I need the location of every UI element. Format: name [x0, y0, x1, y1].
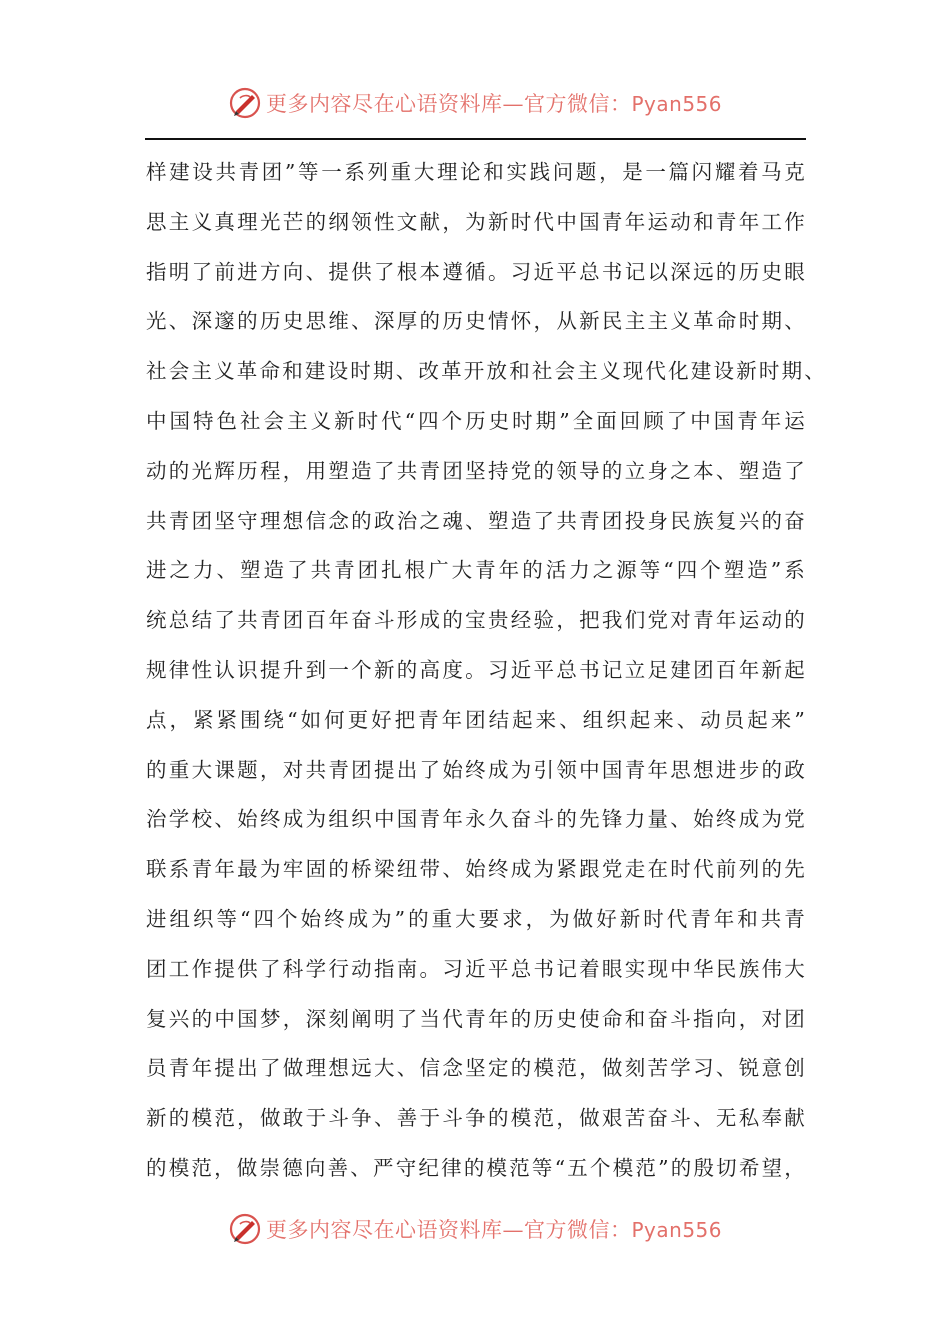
- footer-watermark: [0, 1209, 950, 1249]
- text-line: 复兴的中国梦，深刻阐明了当代青年的历史使命和奋斗指向，对团: [146, 1006, 807, 1031]
- text-line: 员青年提出了做理想远大、信念坚定的模范，做刻苦学习、锐意创: [146, 1056, 807, 1081]
- text-line: 联系青年最为牢固的桥梁纽带、始终成为紧跟党走在时代前列的先: [146, 857, 807, 882]
- pen-logo-icon: [228, 86, 262, 120]
- text-line: 的重大课题，对共青团提出了始终成为引领中国青年思想进步的政: [146, 757, 807, 782]
- text-line: 团工作提供了科学行动指南。习近平总书记着眼实现中华民族伟大: [146, 956, 807, 981]
- text-line: 进组织等“四个始终成为”的重大要求，为做好新时代青年和共青: [146, 906, 807, 931]
- text-line: 点，紧紧围绕“如何更好把青年团结起来、组织起来、动员起来”: [146, 707, 807, 732]
- header-watermark-id: Pyan556: [631, 92, 722, 116]
- document-body: [146, 152, 827, 1198]
- text-line: 光、深邃的历史思维、深厚的历史情怀，从新民主主义革命时期、: [146, 309, 807, 334]
- text-line: 动的光辉历程，用塑造了共青团坚持党的领导的立身之本、塑造了: [146, 458, 807, 483]
- text-line: 指明了前进方向、提供了根本遵循。习近平总书记以深远的历史眼: [146, 259, 807, 284]
- text-line: 进之力、塑造了共青团扎根广大青年的活力之源等“四个塑造”系: [146, 558, 807, 583]
- pen-logo-icon: [228, 1212, 262, 1246]
- header-divider: [145, 138, 806, 140]
- footer-watermark-id: Pyan556: [631, 1218, 722, 1242]
- text-line: 共青团坚守理想信念的政治之魂、塑造了共青团投身民族复兴的奋: [146, 508, 807, 533]
- header-watermark: [0, 83, 950, 123]
- text-line: 治学校、始终成为组织中国青年永久奋斗的先锋力量、始终成为党: [146, 807, 807, 832]
- text-line: 规律性认识提升到一个新的高度。习近平总书记立足建团百年新起: [146, 657, 807, 682]
- text-line: 新的模范，做敢于斗争、善于斗争的模范，做艰苦奋斗、无私奉献: [146, 1106, 807, 1131]
- text-line: 社会主义革命和建设时期、改革开放和社会主义现代化建设新时期、: [146, 359, 827, 384]
- text-line: 统总结了共青团百年奋斗形成的宝贵经验，把我们党对青年运动的: [146, 608, 807, 633]
- text-line: 样建设共青团”等一系列重大理论和实践问题，是一篇闪耀着马克: [146, 160, 807, 184]
- header-watermark-text: 更多内容尽在心语资料库—官方微信：: [265, 92, 632, 116]
- footer-watermark-text: 更多内容尽在心语资料库—官方微信：: [265, 1218, 632, 1242]
- text-line: 的模范，做崇德向善、严守纪律的模范等“五个模范”的殷切希望，: [146, 1155, 807, 1180]
- text-line: 思主义真理光芒的纲领性文献，为新时代中国青年运动和青年工作: [146, 209, 807, 234]
- text-line: 中国特色社会主义新时代“四个历史时期”全面回顾了中国青年运: [146, 408, 807, 433]
